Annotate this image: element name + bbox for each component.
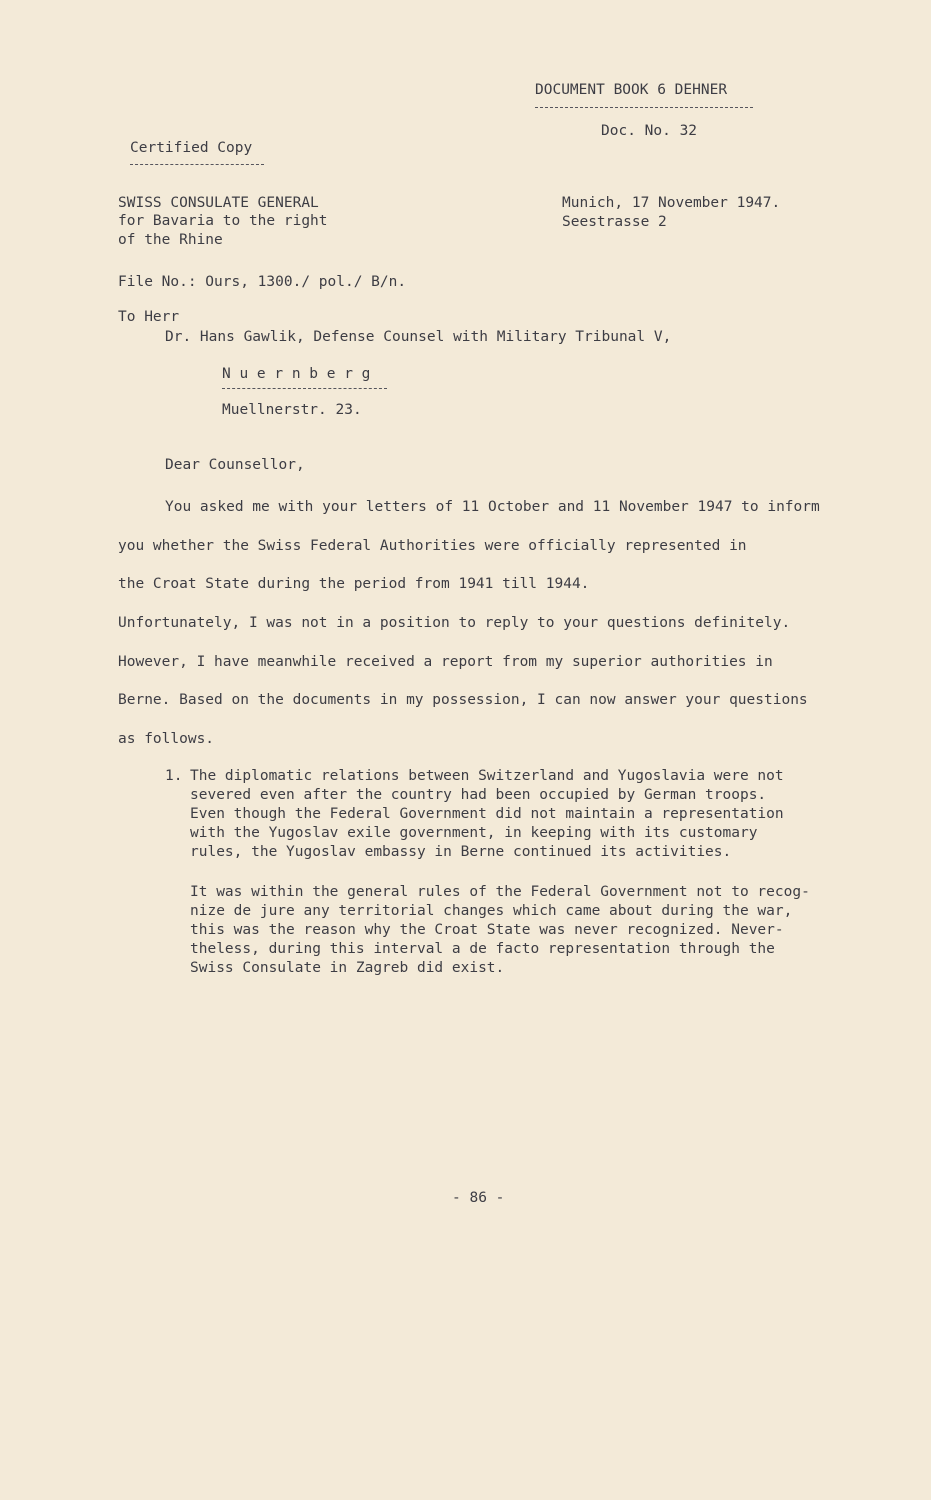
certified-copy-underline — [130, 164, 264, 165]
addressee-to: To Herr — [118, 309, 180, 325]
item-1-para2-line-5: Swiss Consulate in Zagreb did exist. — [190, 960, 505, 976]
item-1-para2-line-2: nize de jure any territorial changes which came about during the war, — [190, 903, 793, 919]
page-number: - 86 - — [452, 1190, 505, 1206]
place-date: Munich, 17 November 1947. — [562, 195, 781, 211]
item-1-line-3: Even though the Federal Government did not maintain a representation — [190, 806, 784, 822]
street-address: Seestrasse 2 — [562, 214, 667, 230]
item-1-number: 1. — [165, 768, 183, 784]
addressee-city: N u e r n b e r g — [222, 366, 371, 382]
item-1-line-4: with the Yugoslav exile government, in keeping with its customary — [190, 825, 758, 841]
sender-line-3: of the Rhine — [118, 232, 223, 248]
document-book-underline — [535, 107, 753, 108]
addressee-city-underline — [222, 388, 387, 389]
addressee-street: Muellnerstr. 23. — [222, 402, 362, 418]
body-line-4: Unfortunately, I was not in a position to reply to your questions definitely. — [118, 615, 791, 631]
addressee-name: Dr. Hans Gawlik, Defense Counsel with Military Tribunal V, — [165, 329, 672, 345]
certified-copy-label: Certified Copy — [130, 140, 253, 156]
sender-line-2: for Bavaria to the right — [118, 213, 328, 229]
body-line-7: as follows. — [118, 731, 215, 747]
body-line-6: Berne. Based on the documents in my possession, I can now answer your questions — [118, 692, 808, 708]
item-1-para2-line-3: this was the reason why the Croat State was never recognized. Never- — [190, 922, 784, 938]
body-line-1: You asked me with your letters of 11 October and 11 November 1947 to inform — [165, 499, 820, 515]
item-1-line-5: rules, the Yugoslav embassy in Berne continued its activities. — [190, 844, 732, 860]
item-1-para2-line-4: theless, during this interval a de facto representation through the — [190, 941, 775, 957]
body-line-3: the Croat State during the period from 1941 till 1944. — [118, 576, 590, 592]
item-1-para2-line-1: It was within the general rules of the Federal Government not to recog- — [190, 884, 810, 900]
item-1-line-1: The diplomatic relations between Switzerland and Yugoslavia were not — [190, 768, 784, 784]
body-line-2: you whether the Swiss Federal Authorities were officially represented in — [118, 538, 747, 554]
item-1-line-2: severed even after the country had been occupied by German troops. — [190, 787, 767, 803]
file-number: File No.: Ours, 1300./ pol./ B/n. — [118, 274, 407, 290]
document-book-label: DOCUMENT BOOK 6 DEHNER — [535, 82, 728, 98]
document-number: Doc. No. 32 — [601, 123, 698, 139]
salutation: Dear Counsellor, — [165, 457, 305, 473]
sender-line-1: SWISS CONSULATE GENERAL — [118, 195, 319, 211]
body-line-5: However, I have meanwhile received a report from my superior authorities in — [118, 654, 773, 670]
